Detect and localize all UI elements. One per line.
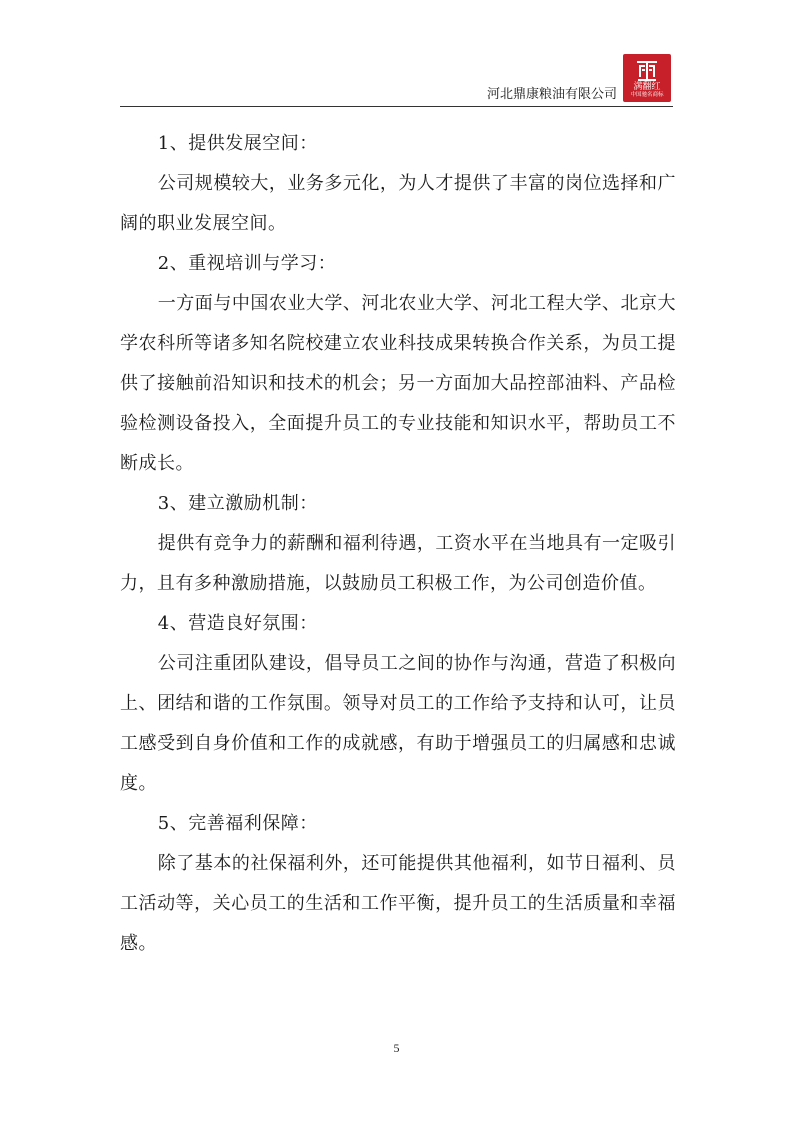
section-paragraph: 除了基本的社保福利外，还可能提供其他福利，如节日福利、员工活动等，关心员工的生活和工作平衡，提升员工的生活质量和幸福感。 (120, 853, 676, 954)
section-paragraph: 公司注重团队建设，倡导员工之间的协作与沟通，营造了积极向上、团结和谐的工作氛围。领导对员工的工作给予支持和认可，让员工感受到自身价值和工作的成就感，有助于增强员工的归属感和忠诚度。 (120, 653, 676, 794)
ding-vessel-icon (635, 58, 659, 82)
section-heading: 3、建立激励机制： (157, 493, 318, 514)
header-company-name: 河北鼎康粮油有限公司 (486, 87, 617, 102)
document-body (120, 124, 676, 964)
section-heading: 1、提供发展空间： (157, 133, 318, 154)
logo-subtitle: 中国驰名商标 (630, 92, 664, 98)
section-paragraph: 公司规模较大，业务多元化，为人才提供了丰富的岗位选择和广阔的职业发展空间。 (120, 173, 676, 234)
section-heading: 5、完善福利保障： (157, 813, 318, 834)
section-heading: 2、重视培训与学习： (157, 253, 337, 274)
section-paragraph: 提供有竞争力的薪酬和福利待遇，工资水平在当地具有一定吸引力，且有多种激励措施，以鼓励员工积极工作，为公司创造价值。 (120, 533, 676, 594)
section-heading: 4、营造良好氛围： (157, 613, 318, 634)
page-header (120, 50, 673, 107)
logo-brand-name: 满翻红 (633, 82, 661, 92)
page-number: 5 (393, 1041, 400, 1055)
section-paragraph: 一方面与中国农业大学、河北农业大学、河北工程大学、北京大学农科所等诸多知名院校建立农业科技成果转换合作关系，为员工提供了接触前沿知识和技术的机会；另一方面加大品控部油料、产品检验检测设备投入，全面提升员工的专业技能和知识水平，帮助员工不断成长。 (120, 293, 676, 474)
brand-logo (623, 54, 671, 102)
